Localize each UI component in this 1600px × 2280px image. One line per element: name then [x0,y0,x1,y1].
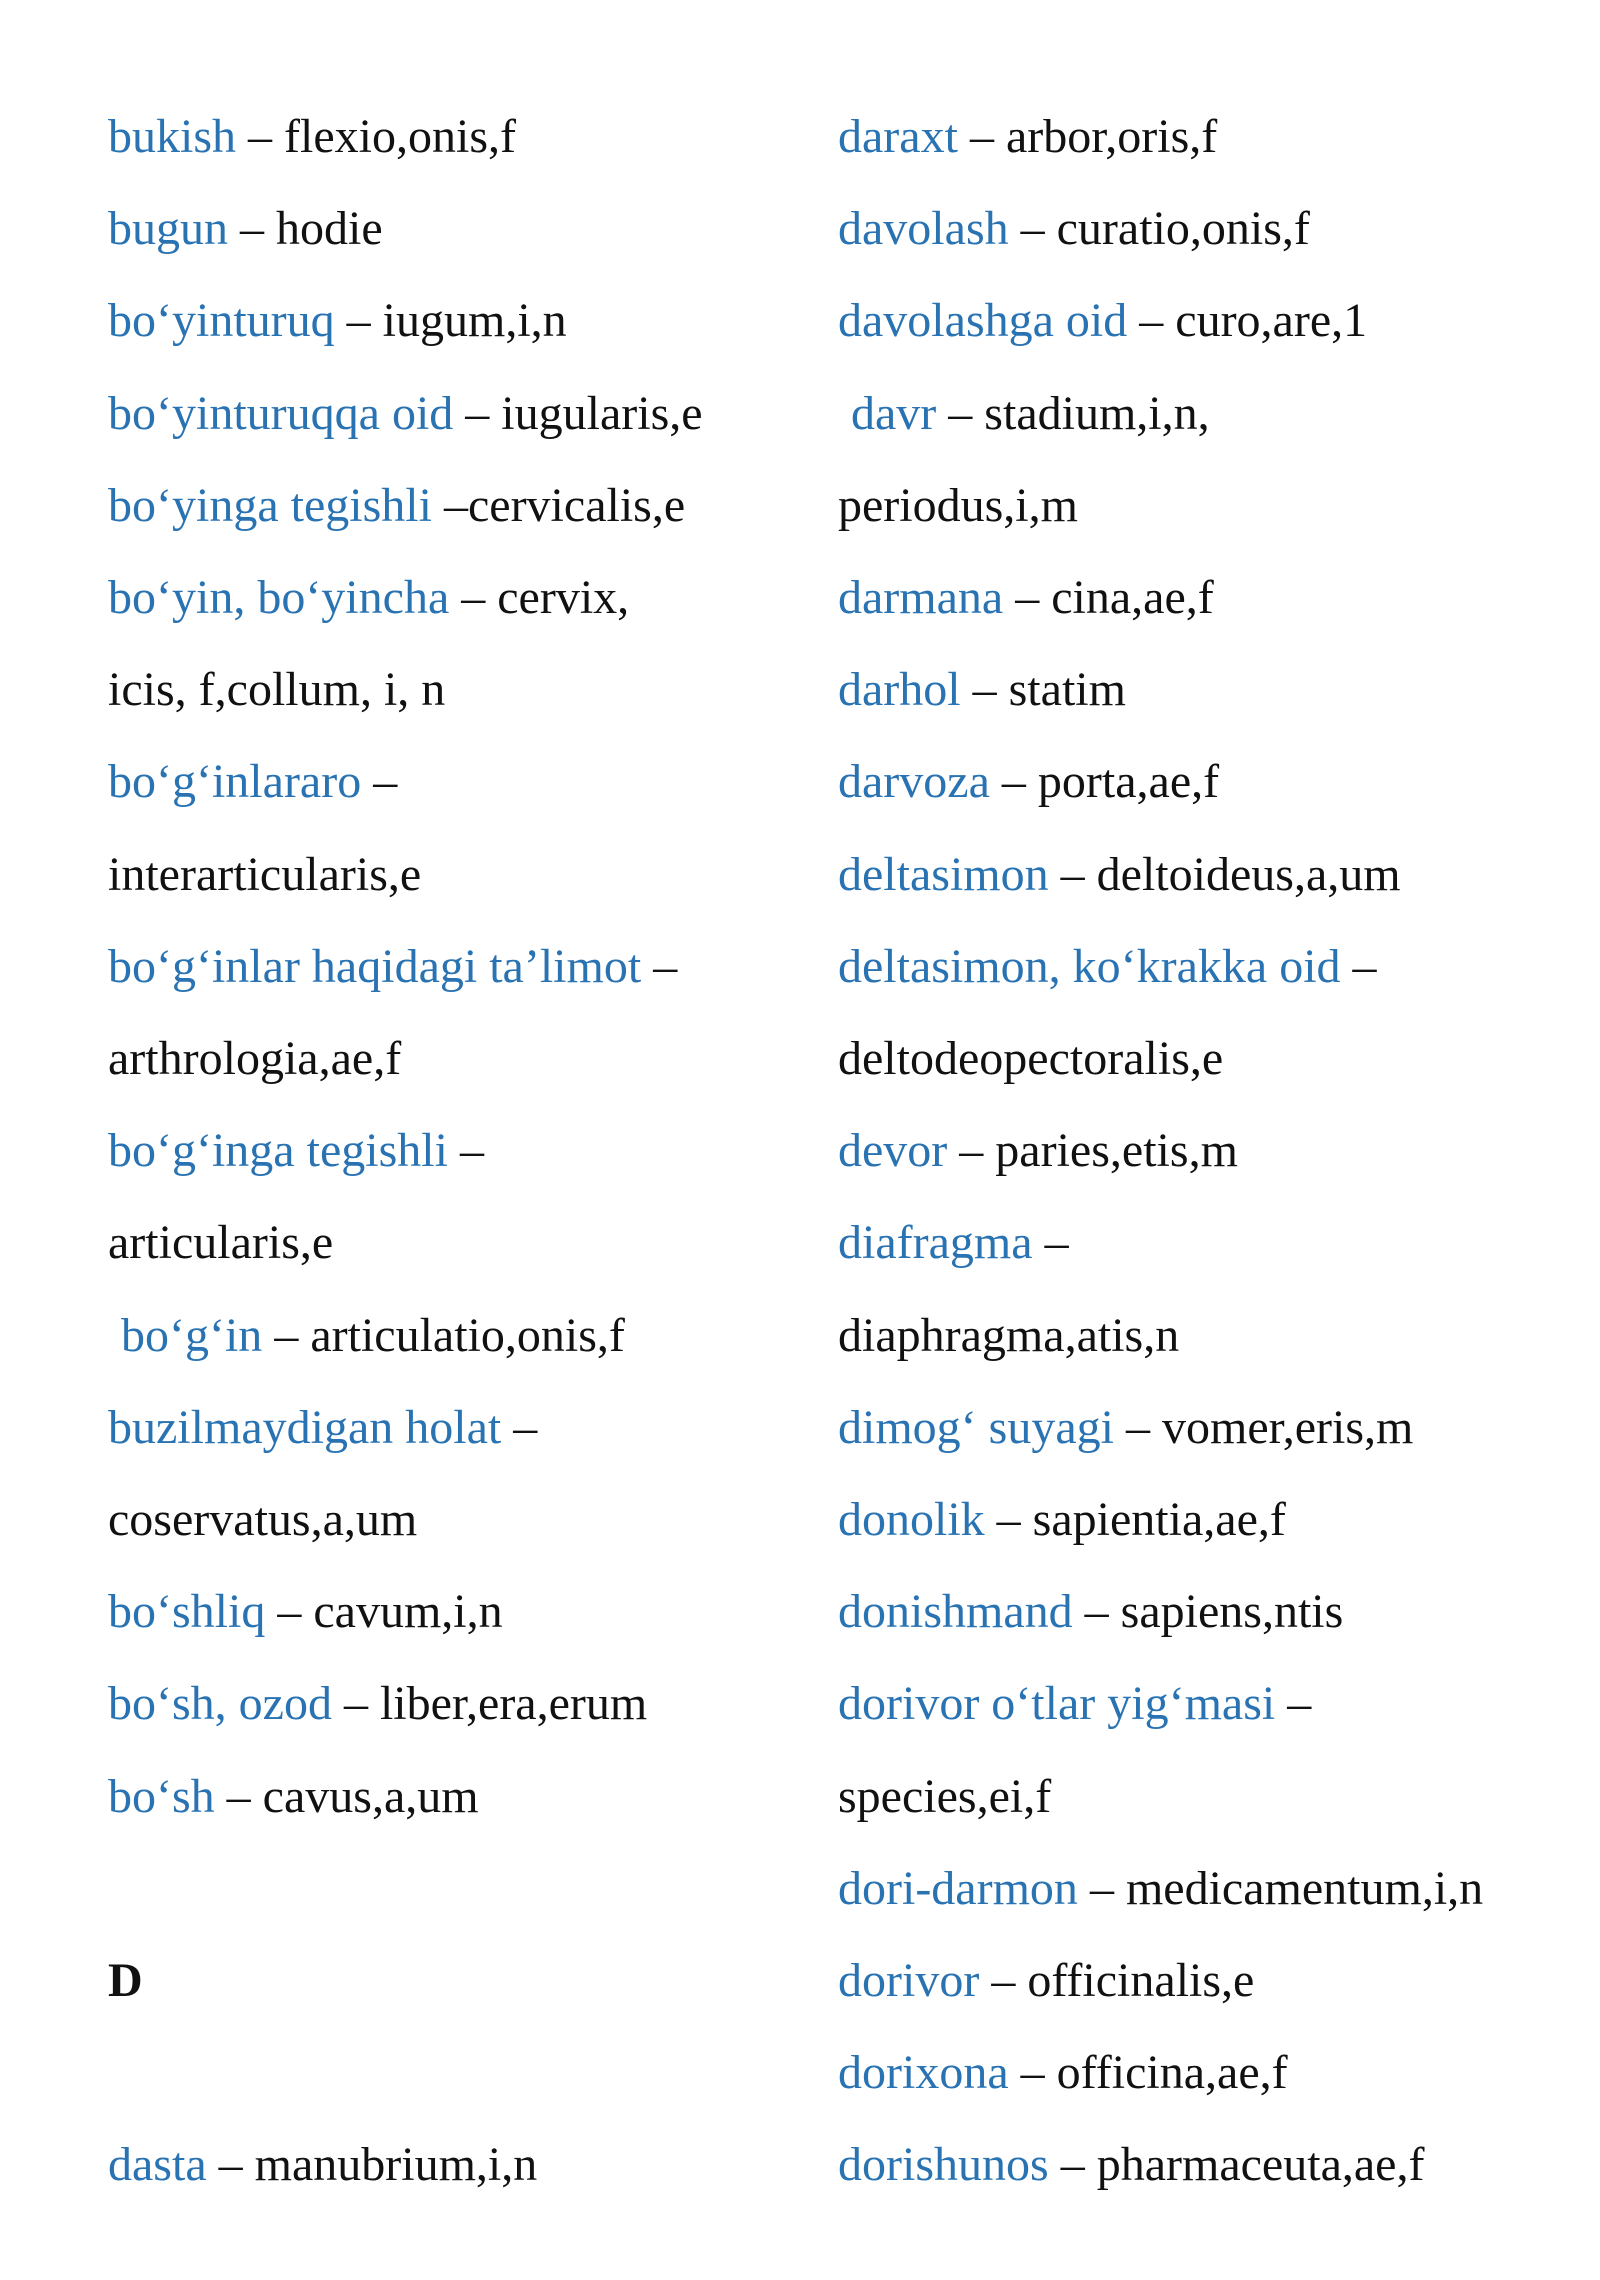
entry-definition: – iugum,i,n [334,294,567,348]
right-entry-1 [838,199,1310,259]
left-entry-8 [108,845,421,905]
entry-term: bo‘yinturuqqa oid [108,386,454,440]
right-entry-14 [838,1398,1413,1458]
entry-definition: articularis,e [108,1216,334,1270]
left-entry-18 [108,1767,479,1827]
left-entry-13 [121,1306,625,1366]
entry-definition: – porta,ae,f [989,755,1220,809]
entry-definition: – manubrium,i,n [206,2138,538,2192]
right-entry-2 [838,291,1367,351]
entry-definition: – vomer,eris,m [1113,1400,1414,1454]
entry-definition: – hodie [228,202,383,256]
entry-definition: – stadium,i,n, [936,386,1210,440]
entry-definition: – paries,etis,m [947,1124,1238,1178]
right-entry-5 [838,568,1214,628]
entry-definition: – flexio,onis,f [236,110,516,163]
entry-term: dorixona [838,2046,1009,2100]
entry-definition: – [641,939,678,993]
entry-term: dimog‘ suyagi [838,1400,1114,1454]
section-heading: D [108,1954,143,2007]
entry-term: dasta [108,2138,207,2192]
right-entry-19 [838,1859,1483,1919]
entry-definition: –cervicalis,e [431,478,686,532]
entry-definition: – cervix, [449,571,630,624]
left-entry-12 [108,1213,333,1273]
entry-definition: – medicamentum,i,n [1077,1861,1484,1915]
entry-definition: – curatio,onis,f [1008,202,1310,256]
entry-term: dorivor [838,1954,980,2007]
left-entry-5 [108,568,629,628]
right-entry-20 [838,1951,1254,2011]
entry-definition: – sapiens,ntis [1072,1585,1344,1639]
entry-term: davr [851,386,937,440]
right-entry-8 [838,845,1401,905]
entry-term: diafragma [838,1216,1033,1270]
entry-term: darvoza [838,755,990,809]
entry-term: daraxt [838,110,958,163]
right-entry-17 [838,1674,1311,1734]
entry-term: darmana [838,571,1004,624]
entry-definition: – iugularis,e [453,386,703,440]
entry-term: bo‘yin, bo‘yincha [108,571,450,624]
entry-term: bo‘g‘inga tegishli [108,1124,448,1178]
left-entry-1 [108,199,383,259]
right-entry-0 [838,107,1217,167]
entry-term: davolash [838,202,1009,256]
entry-definition: – curo,are,1 [1127,294,1368,348]
entry-definition: diaphragma,atis,n [838,1308,1180,1362]
left-entry-15 [108,1490,417,1550]
left-entry-3 [108,384,703,444]
left-entry-0 [108,107,516,167]
entry-definition: – [1275,1677,1312,1731]
entry-definition: deltodeopectoralis,e [838,1032,1224,1085]
entry-term: bukish [108,110,237,163]
entry-term: deltasimon, ko‘krakka oid [838,939,1341,993]
entry-definition: – deltoideus,a,um [1048,847,1401,901]
entry-definition: – sapientia,ae,f [984,1493,1286,1546]
left-entry-20 [108,1951,143,2011]
entry-definition: – liber,era,erum [331,1677,648,1731]
left-entry-10 [108,1029,401,1089]
entry-term: donolik [838,1493,985,1546]
entry-definition: – officinalis,e [979,1954,1255,2007]
right-entry-9 [838,937,1377,997]
entry-definition: – arbor,oris,f [957,110,1218,163]
entry-term: buzilmaydigan holat [108,1400,502,1454]
left-entry-2 [108,291,567,351]
entry-term: darhol [838,663,961,717]
entry-term: deltasimon [838,847,1049,901]
right-entry-7 [838,752,1219,812]
entry-term: bo‘g‘inlar haqidagi ta’limot [108,939,642,993]
entry-definition: – officina,ae,f [1008,2046,1288,2100]
right-entry-16 [838,1582,1343,1642]
right-entry-11 [838,1121,1238,1181]
entry-definition: – [447,1124,484,1178]
entry-term: bo‘yinturuq [108,294,335,348]
entry-term: bo‘shliq [108,1585,266,1639]
entry-term: bo‘g‘in [121,1308,263,1362]
entry-term: dorishunos [838,2138,1049,2192]
entry-term: dori-darmon [838,1861,1078,1915]
left-entry-6 [108,660,445,720]
entry-term: bo‘g‘inlararo [108,755,362,809]
left-entry-22 [108,2135,537,2195]
right-entry-6 [838,660,1126,720]
entry-term: bugun [108,202,228,256]
entry-term: donishmand [838,1585,1073,1639]
entry-term: bo‘yinga tegishli [108,478,432,532]
entry-definition: species,ei,f [838,1769,1052,1823]
entry-definition: – articulatio,onis,f [262,1308,625,1362]
right-entry-18 [838,1767,1051,1827]
entry-definition: interarticularis,e [108,847,422,901]
right-entry-10 [838,1029,1223,1089]
entry-term: devor [838,1124,948,1178]
right-entry-12 [838,1213,1069,1273]
left-entry-14 [108,1398,537,1458]
entry-definition: icis, f,collum, i, n [108,663,446,717]
left-entry-11 [108,1121,484,1181]
entry-term: bo‘sh, ozod [108,1677,332,1731]
entry-definition: periodus,i,m [838,478,1078,532]
right-entry-13 [838,1306,1179,1366]
right-entry-15 [838,1490,1286,1550]
right-entry-21 [838,2043,1288,2103]
right-entry-22 [838,2135,1424,2195]
left-entry-4 [108,476,685,536]
entry-definition: – statim [960,663,1126,717]
entry-definition: – cavus,a,um [214,1769,479,1823]
entry-term: bo‘sh [108,1769,215,1823]
entry-definition: – [1340,939,1377,993]
entry-term: dorivor o‘tlar yig‘masi [838,1677,1276,1731]
entry-definition: – [1032,1216,1069,1270]
entry-definition: – cavum,i,n [265,1585,503,1639]
entry-definition: coservatus,a,um [108,1493,418,1546]
entry-term: davolashga oid [838,294,1128,348]
left-entry-7 [108,752,397,812]
entry-definition: arthrologia,ae,f [108,1032,402,1085]
left-entry-16 [108,1582,503,1642]
right-entry-4 [838,476,1078,536]
left-entry-17 [108,1674,647,1734]
right-entry-3 [851,384,1210,444]
entry-definition: – [361,755,398,809]
entry-definition: – [501,1400,538,1454]
entry-definition: – pharmaceuta,ae,f [1048,2138,1425,2192]
entry-definition: – cina,ae,f [1003,571,1214,624]
left-entry-9 [108,937,677,997]
